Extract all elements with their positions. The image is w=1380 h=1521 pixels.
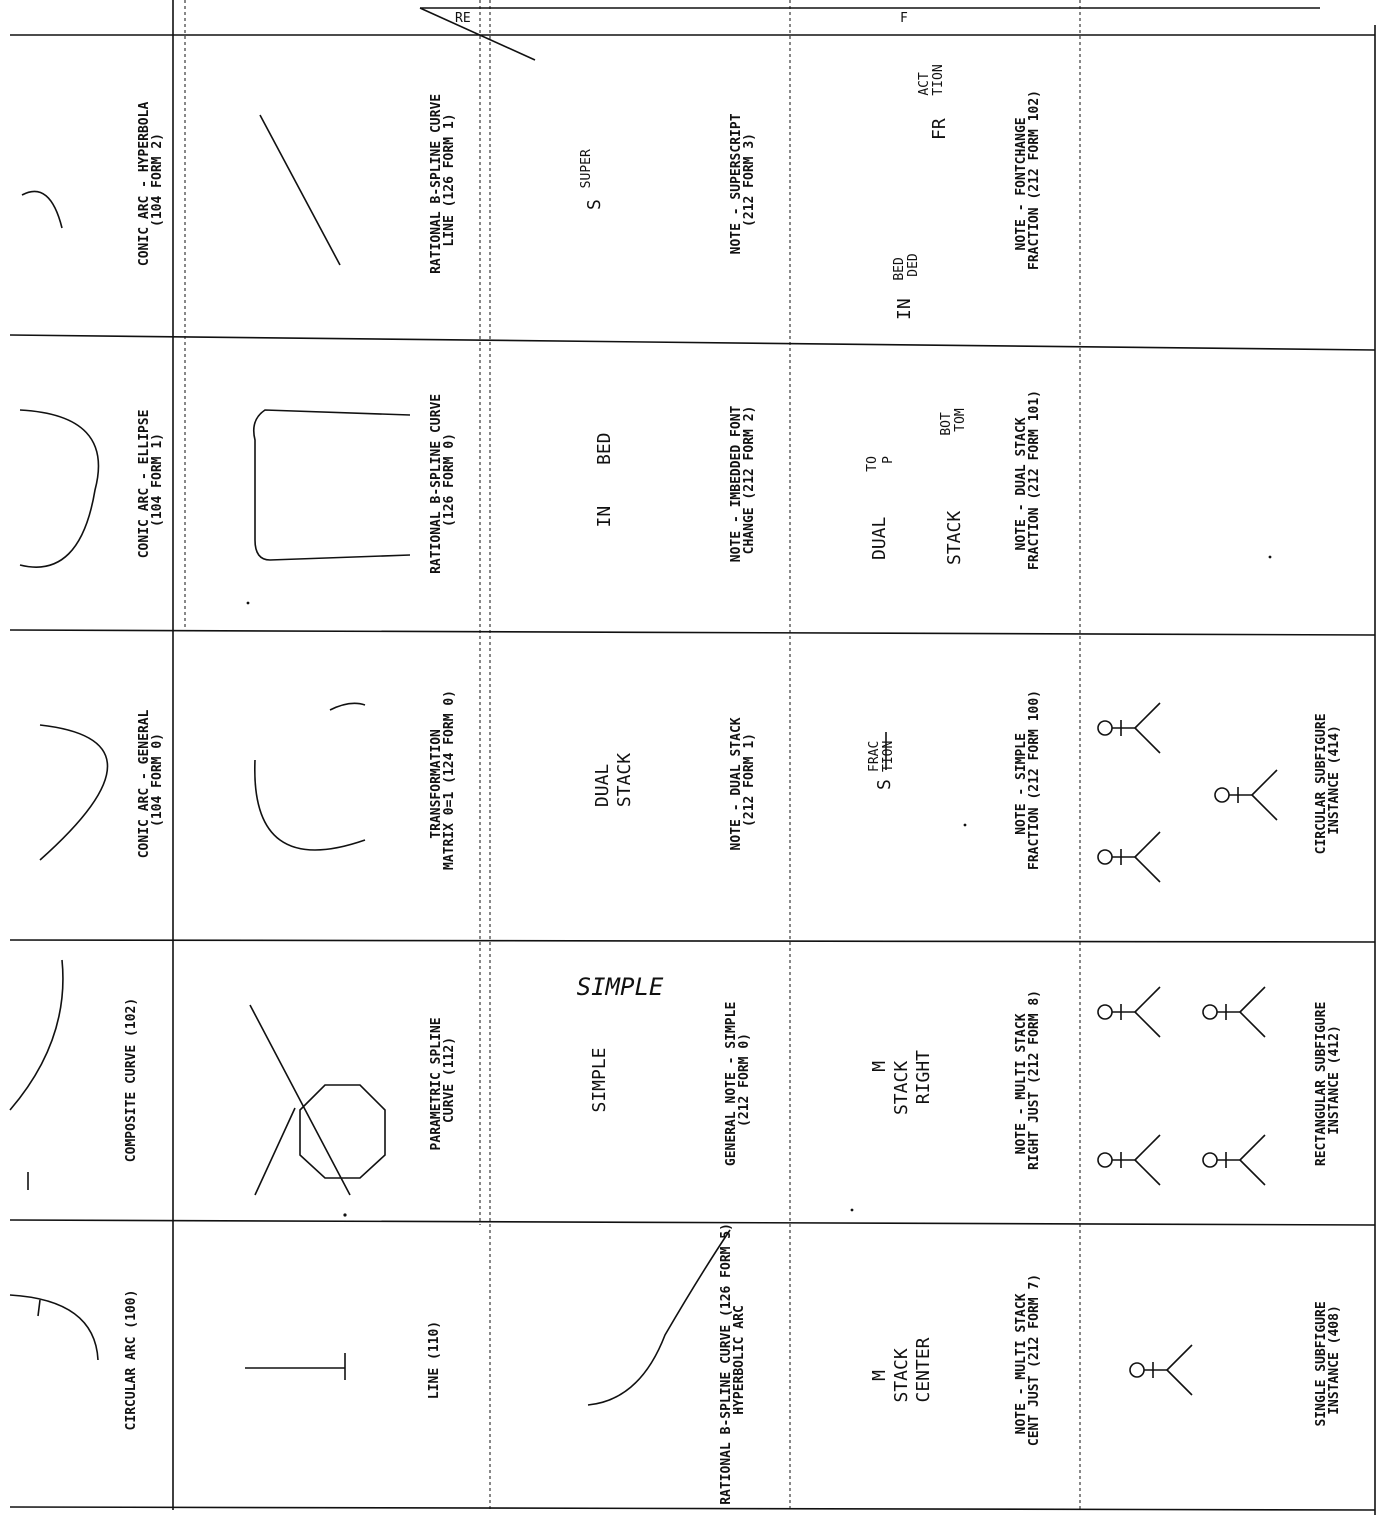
cell-composite-curve [10,960,139,1190]
conic-general-shape [40,725,108,860]
stick-figure-icon [1203,1135,1265,1185]
corner-f-mark: F [900,11,908,26]
stick-figure-icon [1130,1345,1192,1395]
circular-arc-shape [10,1295,98,1360]
cell-note-imbedded-font [594,398,757,562]
stack-right-sample: M STACK RIGHT [869,1050,934,1116]
parametric-spline-label: PARAMETRIC SPLINE CURVE (112) [429,1017,457,1151]
rat-bspline-hyperbolic-label: RATIONAL B-SPLINE CURVE (126 FORM 5) HYPERBOLIC ARC [719,1223,747,1505]
conic-ellipse-label: CONIC ARC - ELLIPSE (104 FORM 1) [137,409,165,559]
stick-figure-icon [1098,987,1160,1037]
simple-upright-sample: SIMPLE [589,1047,610,1113]
cell-conic-general [40,702,165,860]
font-fr-sample: FR [929,118,950,140]
general-note-simple-label: GENERAL NOTE - SIMPLE (212 FORM 0) [724,1001,752,1167]
stack-sample: STACK [944,510,965,565]
hyperbolic-arc-shape [588,1230,730,1405]
rat-bspline-form0-label: RATIONAL B-SPLINE CURVE (126 FORM 0) [429,393,457,574]
font-bed-fraction-sample: BED DED [892,253,921,281]
bottom-fraction-sample: BOT TOM [939,408,968,436]
stick-figure-icon [1098,832,1160,882]
stick-figure-icon [1203,987,1265,1037]
rectangular-subfigure-label: RECTANGULAR SUBFIGURE INSTANCE (412) [1314,1001,1342,1167]
note-dual-stack-fraction-label: NOTE - DUAL STACK FRACTION (212 FORM 101) [1014,389,1042,571]
note-imbedded-font-label: NOTE - IMBEDDED FONT CHANGE (212 FORM 2) [729,405,757,563]
parametric-spline-line [250,1005,350,1195]
conic-hyperbola-label: CONIC ARC - HYPERBOLA (104 FORM 2) [137,101,165,267]
note-superscript-label: NOTE - SUPERSCRIPT (212 FORM 3) [729,113,757,255]
note-multi-stack-center-label: NOTE - MULTI STACK CENT JUST (212 FORM 7) [1014,1273,1042,1447]
cell-conic-ellipse [20,402,165,567]
dual-sample: DUAL [869,516,890,560]
parametric-spline-octagon [300,1085,385,1178]
stack-center-sample: M STACK CENTER [869,1337,934,1403]
stick-figure-icon [1098,1135,1160,1185]
cell-note-fontchange-fraction [892,64,1042,320]
imbedded-sample: IN BED [594,432,615,528]
font-in-sample: IN [894,298,915,320]
corner-re-mark: RE [455,11,471,26]
conic-ellipse-shape [20,410,98,567]
cell-note-multi-stack-right [851,990,1042,1211]
cell-single-subfigure [1130,1293,1342,1426]
note-dual-stack-label: NOTE - DUAL STACK (212 FORM 1) [729,717,757,851]
note-fontchange-fraction-label: NOTE - FONTCHANGE FRACTION (212 FORM 102) [1014,89,1042,271]
conic-hyperbola-shape [22,191,62,228]
cell-note-dual-stack [592,710,757,851]
svg-text:FRAC TION: FRAC TION [867,740,896,772]
rat-bspline-line-shape [260,115,340,265]
stick-figure-icon [1215,770,1277,820]
cell-rat-bspline-hyperbolic [588,1215,747,1505]
rat-bspline-form0-shape [254,410,410,560]
circular-subfigure-label: CIRCULAR SUBFIGURE INSTANCE (414) [1314,713,1342,855]
cell-parametric-spline [250,1005,457,1217]
composite-curve-label: COMPOSITE CURVE (102) [124,997,139,1163]
cell-rectangular-subfigure [1098,987,1342,1185]
cell-note-simple-fraction [867,690,1042,870]
note-simple-fraction-label: NOTE - SIMPLE FRACTION (212 FORM 100) [1014,689,1042,871]
simple-italic-sample: SIMPLE [576,973,664,1001]
cell-note-dual-stack-fraction [865,390,1042,570]
dual-stack-sample: DUAL STACK [592,752,635,808]
cell-circular-subfigure [1098,703,1342,882]
cell-conic-hyperbola [22,94,165,266]
composite-curve-shape [10,960,63,1110]
cell-circular-arc [10,1290,139,1431]
corner-marks [455,11,1271,558]
top-fraction-sample: TO P [865,456,896,472]
cell-note-multi-stack-center [869,1274,1042,1446]
cell-transformation [255,690,457,870]
single-subfigure-label: SINGLE SUBFIGURE INSTANCE (408) [1314,1301,1342,1427]
transformation-label: TRANSFORMATION MATRIX 0=1 (124 FORM 0) [429,689,457,871]
circular-arc-label: CIRCULAR ARC (100) [124,1289,139,1431]
transformation-arc [255,760,365,850]
line-label: LINE (110) [427,1320,442,1400]
rat-bspline-line-label: RATIONAL B-SPLINE CURVE LINE (126 FORM 1) [429,93,457,274]
cell-line [245,1321,442,1399]
cell-rat-bspline-form0 [247,386,457,604]
conic-general-label: CONIC ARC - GENERAL (104 FORM 0) [137,709,165,859]
cell-general-note-simple [577,973,752,1166]
note-multi-stack-right-label: NOTE - MULTI STACK RIGHT JUST (212 FORM 8) [1014,989,1042,1171]
superscript-sample: S $^{SUPER}$ [579,149,605,210]
cell-note-superscript [579,106,757,255]
fraction-sample: S [874,779,895,790]
stick-figure-icon [1098,703,1160,753]
font-act-fraction-sample: ACT TION [917,64,946,96]
cell-rat-bspline-line [260,86,457,274]
